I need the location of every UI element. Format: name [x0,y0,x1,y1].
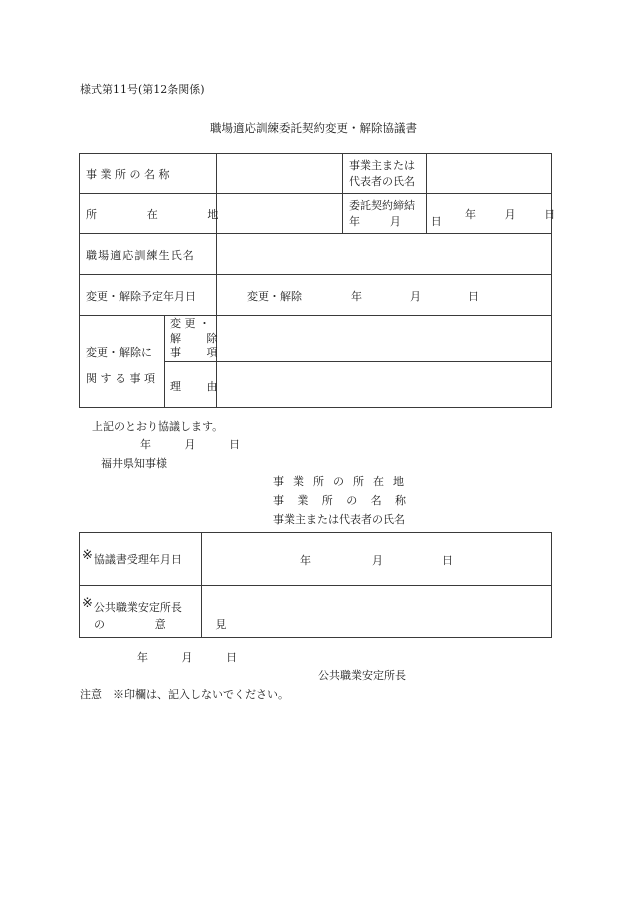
signature-name-label: 事 業 所 の 名 称 [273,494,411,507]
agreement-statement: 上記のとおり協議します。 [92,420,224,433]
employer-label-line2: 代表者の氏名 [349,175,415,188]
employer-label-line1: 事業主または [349,159,415,172]
received-year: 年 [300,554,311,567]
change-items-line3: 事 項 [170,346,229,359]
addressee: 福井県知事様 [101,457,167,470]
facility-name-label: 事 業 所 の 名 称 [86,168,170,181]
footer-director: 公共職業安定所長 [318,669,406,682]
trainee-label: 職場適応訓練生氏名 [86,249,195,262]
contract-date-label [349,198,455,230]
employer-name-field[interactable] [427,154,551,192]
location-field[interactable] [217,194,341,232]
received-date-label-text: 協議書受理年月日 [93,553,182,566]
facility-name-field[interactable] [217,154,341,192]
signature-employer-label: 事業主または代表者の氏名 [273,513,405,526]
scheduled-month: 月 [410,290,421,303]
change-items-line2: 解 除 [170,331,229,345]
scheduled-kind: 変更・解除 [247,290,302,303]
document-title: 職場適応訓練委託契約変更・解除協議書 [210,121,417,135]
matters-label [86,340,155,392]
director-opinion-line2: の 意 見 [94,618,250,631]
trainee-name-field[interactable] [217,234,551,273]
form-number: 様式第11号(第12条関係) [80,83,205,96]
agreement-date: 年 月 日 [140,438,244,451]
note-mark: ※ [82,548,93,563]
scheduled-day: 日 [468,290,479,303]
scheduled-year: 年 [351,290,362,303]
note-mark: ※ [82,596,93,611]
contract-date-label-line2: 年 月 日 [349,215,455,228]
director-opinion-field[interactable] [202,586,551,637]
contract-date-label-line1: 委託契約締結 [349,199,415,212]
received-month: 月 [372,554,383,567]
footer-date: 年 月 日 [137,651,241,664]
received-day: 日 [442,554,453,567]
employer-label [349,158,415,190]
reason-field[interactable] [217,362,551,407]
signature-location-label: 事 業 所 の 所 在 地 [273,475,407,488]
received-date-label [82,548,182,567]
location-label: 所 在 地 [86,208,242,221]
footer-note: 注意 ※印欄は、記入しないでください。 [80,688,289,701]
contract-date-value: 年 月 日 [465,208,558,221]
director-opinion-line1: 公共職業安定所長 [93,601,182,614]
scheduled-date-label: 変更・解除予定年月日 [86,290,196,303]
change-items-field[interactable] [217,316,551,360]
reason-label: 理 由 [170,380,229,393]
change-items-line1: 変 更 ・ [170,317,210,330]
matters-label-line1: 変更・解除に [86,346,152,359]
matters-label-line2: 関 す る 事 項 [86,372,155,385]
